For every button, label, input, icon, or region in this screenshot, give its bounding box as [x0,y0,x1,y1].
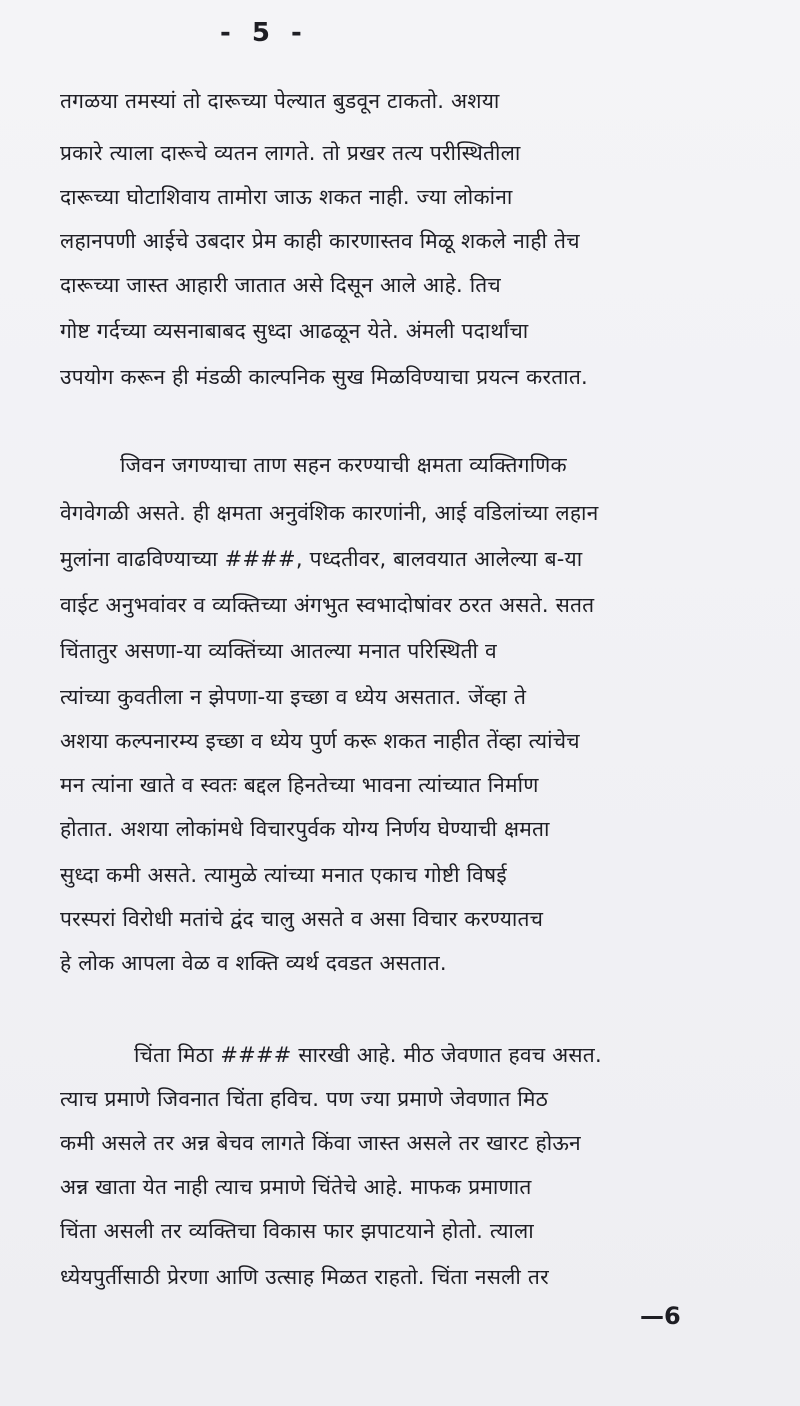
page-number: - 5 - [220,18,308,48]
paragraph-2-line-2: वेगवेगळी असते. ही क्षमता अनुवंशिक कारणांनी, आई वडिलांच्या लहान [60,501,599,525]
paragraph-2-line-3: मुलांना वाढविण्याच्या ####, पध्दतीवर, बालवयात आलेल्या ब-या [60,547,583,571]
paragraph-1-line-2: प्रकारे त्याला दारूचे व्यतन लागते. तो प्रखर तत्य परीस्थितीला [60,141,521,165]
paragraph-2-line-7: अशया कल्पनारम्य इच्छा व ध्येय पुर्ण करू शकत नाहीत तेंव्हा त्यांचेच [60,729,580,753]
paragraph-3-line-5: चिंता असली तर व्यक्तिचा विकास फार झपाटयाने होतो. त्याला [60,1219,534,1243]
paragraph-1-line-3: दारूच्या घोटाशिवाय तामोरा जाऊ शकत नाही. ज्या लोकांना [60,185,513,209]
paragraph-1-line-5: दारूच्या जास्त आहारी जातात असे दिसून आले आहे. तिच [60,273,501,297]
paragraph-1-line-1: तगळया तमस्यां तो दारूच्या पेल्यात बुडवून टाकतो. अशया [60,89,500,113]
paragraph-1-line-6: गोष्ट गर्दच्या व्यसनाबाबद सुध्दा आढळून येते. अंमली पदार्थांचा [60,319,529,343]
paragraph-2-line-6: त्यांच्या कुवतीला न झेपणा-या इच्छा व ध्येय असतात. जेंव्हा ते [60,685,527,709]
next-page-marker: —6 [640,1302,681,1330]
paragraph-2-line-1: जिवन जगण्याचा ताण सहन करण्याची क्षमता व्यक्तिगणिक [120,453,567,477]
paragraph-2-line-11: परस्परां विरोधी मतांचे द्वंद चालु असते व असा विचार करण्यातच [60,907,544,931]
paragraph-3-line-6: ध्येयपुर्तीसाठी प्रेरणा आणि उत्साह मिळत राहतो. चिंता नसली तर [60,1265,549,1289]
paragraph-3-line-4: अन्न खाता येत नाही त्याच प्रमाणे चिंतेचे आहे. माफक प्रमाणात [60,1175,532,1199]
paragraph-1-line-4: लहानपणी आईचे उबदार प्रेम काही कारणास्तव मिळू शकले नाही तेच [60,229,580,253]
paragraph-1-line-7: उपयोग करून ही मंडळी काल्पनिक सुख मिळविण्याचा प्रयत्न करतात. [60,365,588,389]
paragraph-2-line-8: मन त्यांना खाते व स्वतः बद्दल हिनतेच्या भावना त्यांच्यात निर्माण [60,773,539,797]
paragraph-2-line-5: चिंतातुर असणा-या व्यक्तिंच्या आतल्या मनात परिस्थिती व [60,639,497,663]
paragraph-2-line-9: होतात. अशया लोकांमधे विचारपुर्वक योग्य निर्णय घेण्याची क्षमता [60,817,550,841]
paragraph-2-line-12: हे लोक आपला वेळ व शक्ति व्यर्थ दवडत असतात. [60,951,447,975]
paragraph-3-line-2: त्याच प्रमाणे जिवनात चिंता हविच. पण ज्या प्रमाणे जेवणात मिठ [60,1087,548,1111]
paragraph-3-line-1: चिंता मिठा #### सारखी आहे. मीठ जेवणात हवच असत. [134,1043,602,1067]
paragraph-2-line-10: सुध्दा कमी असते. त्यामुळे त्यांच्या मनात एकाच गोष्टी विषई [60,863,507,887]
paragraph-2-line-4: वाईट अनुभवांवर व व्यक्तिच्या अंगभुत स्वभादोषांवर ठरत असते. सतत [60,593,595,617]
paragraph-3-line-3: कमी असले तर अन्न बेचव लागते किंवा जास्त असले तर खारट होऊन [60,1131,581,1155]
